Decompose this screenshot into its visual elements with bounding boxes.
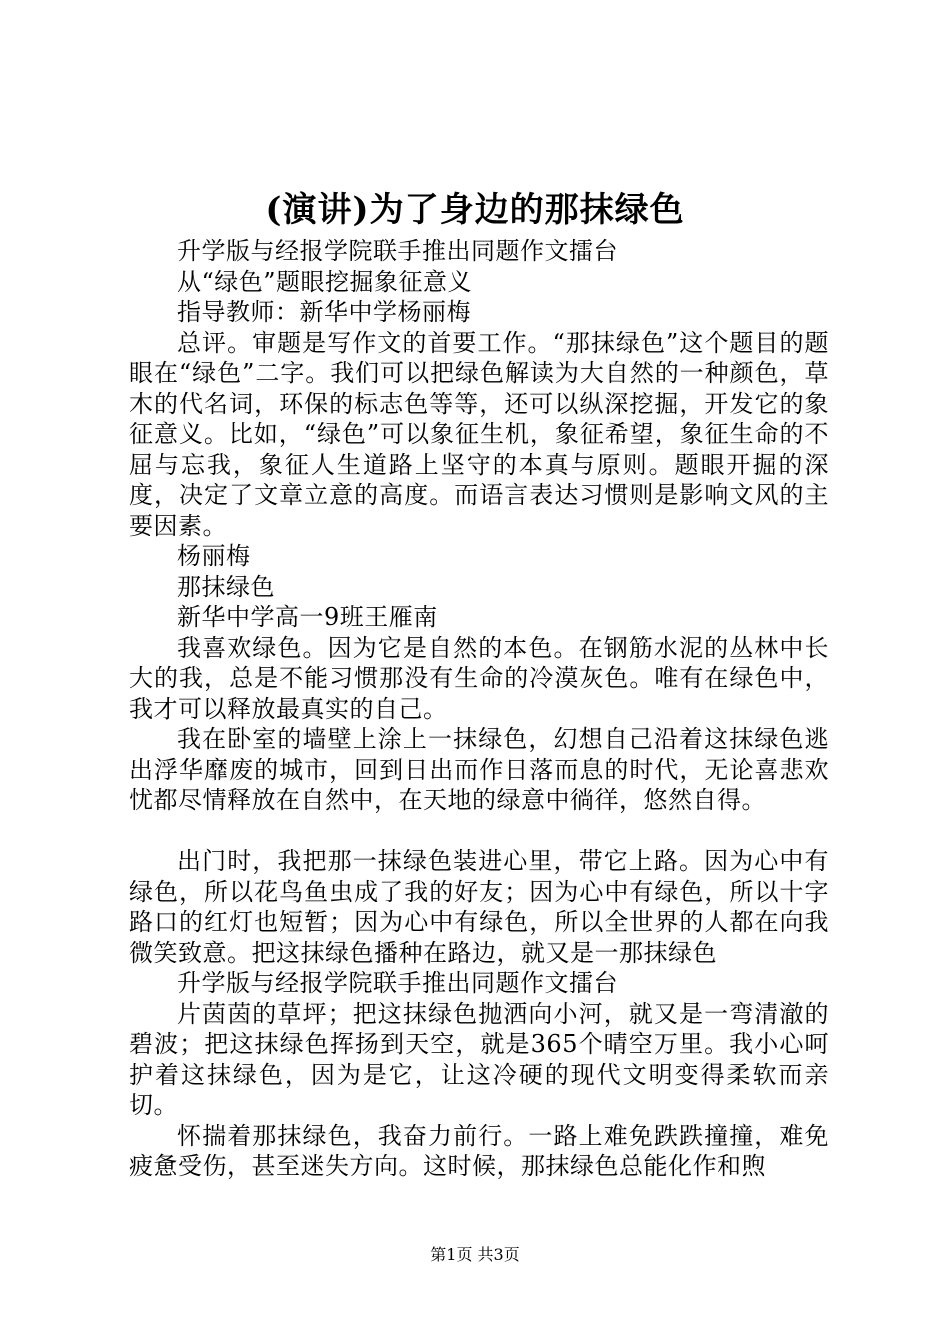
paragraph-teacher: 指导教师：新华中学杨丽梅 bbox=[177, 298, 471, 326]
paragraph-essay-author: 新华中学高一9班王雁南 bbox=[177, 603, 438, 631]
paragraph-essay-3: 出门时，我把那一抹绿色装进心里，带它上路。因为心中有绿色，所以花鸟鱼虫成了我的好友；因为心中有绿色，所以十字路口的红灯也短暂；因为心中有绿色，所以全世界的人都在向我微笑致意。把这抹绿色播种在路边，就又是一那抹绿色 bbox=[129, 847, 829, 967]
document-title: (演讲)为了身边的那抹绿色 bbox=[265, 190, 685, 230]
paragraph-header-repeat: 升学版与经报学院联手推出同题作文擂台 bbox=[177, 969, 618, 997]
paragraph-essay-title: 那抹绿色 bbox=[177, 572, 275, 601]
paragraph-review: 总评。审题是写作文的首要工作。“那抹绿色”这个题目的题眼在“绿色”二字。我们可以把绿色解读为大自然的一种颜色，草木的代名词，环保的标志色等等，还可以纵深挖掘，开发它的象征意义。比如，“绿色”可以象征生机，象征希望，象征生命的不屈与忘我，象征人生道路上坚守的本真与原则。题眼开掘的深度，决定了文章立意的高度。而语言表达习惯则是影响文风的主要因素。 bbox=[129, 328, 829, 540]
document-body bbox=[129, 236, 829, 1182]
paragraph-essay-4: 片茵茵的草坪；把这抹绿色抛洒向小河，就又是一弯清澈的碧波；把这抹绿色挥扬到天空，就是365个晴空万里。我小心呵护着这抹绿色，因为是它，让这冷硬的现代文明变得柔软而亲切。 bbox=[129, 999, 829, 1119]
paragraph-essay-1: 我喜欢绿色。因为它是自然的本色。在钢筋水泥的丛林中长大的我，总是不能习惯那没有生命的冷漠灰色。唯有在绿色中，我才可以释放最真实的自己。 bbox=[129, 633, 829, 723]
paragraph-reviewer-name: 杨丽梅 bbox=[177, 542, 251, 570]
page-indicator: 第1页 共3页 bbox=[430, 1245, 520, 1264]
paragraph-essay-5: 怀揣着那抹绿色，我奋力前行。一路上难免跌跌撞撞，难免疲惫受伤，甚至迷失方向。这时候，那抹绿色总能化作和煦 bbox=[129, 1121, 829, 1180]
paragraph-header-1: 升学版与经报学院联手推出同题作文擂台 bbox=[177, 237, 618, 265]
paragraph-essay-2: 我在卧室的墙壁上涂上一抹绿色，幻想自己沿着这抹绿色逃出浮华靡废的城市，回到日出而作日落而息的时代，无论喜悲欢忧都尽情释放在自然中，在天地的绿意中徜徉，悠然自得。 bbox=[129, 725, 829, 814]
paragraph-header-2: 从“绿色”题眼挖掘象征意义 bbox=[177, 267, 473, 296]
